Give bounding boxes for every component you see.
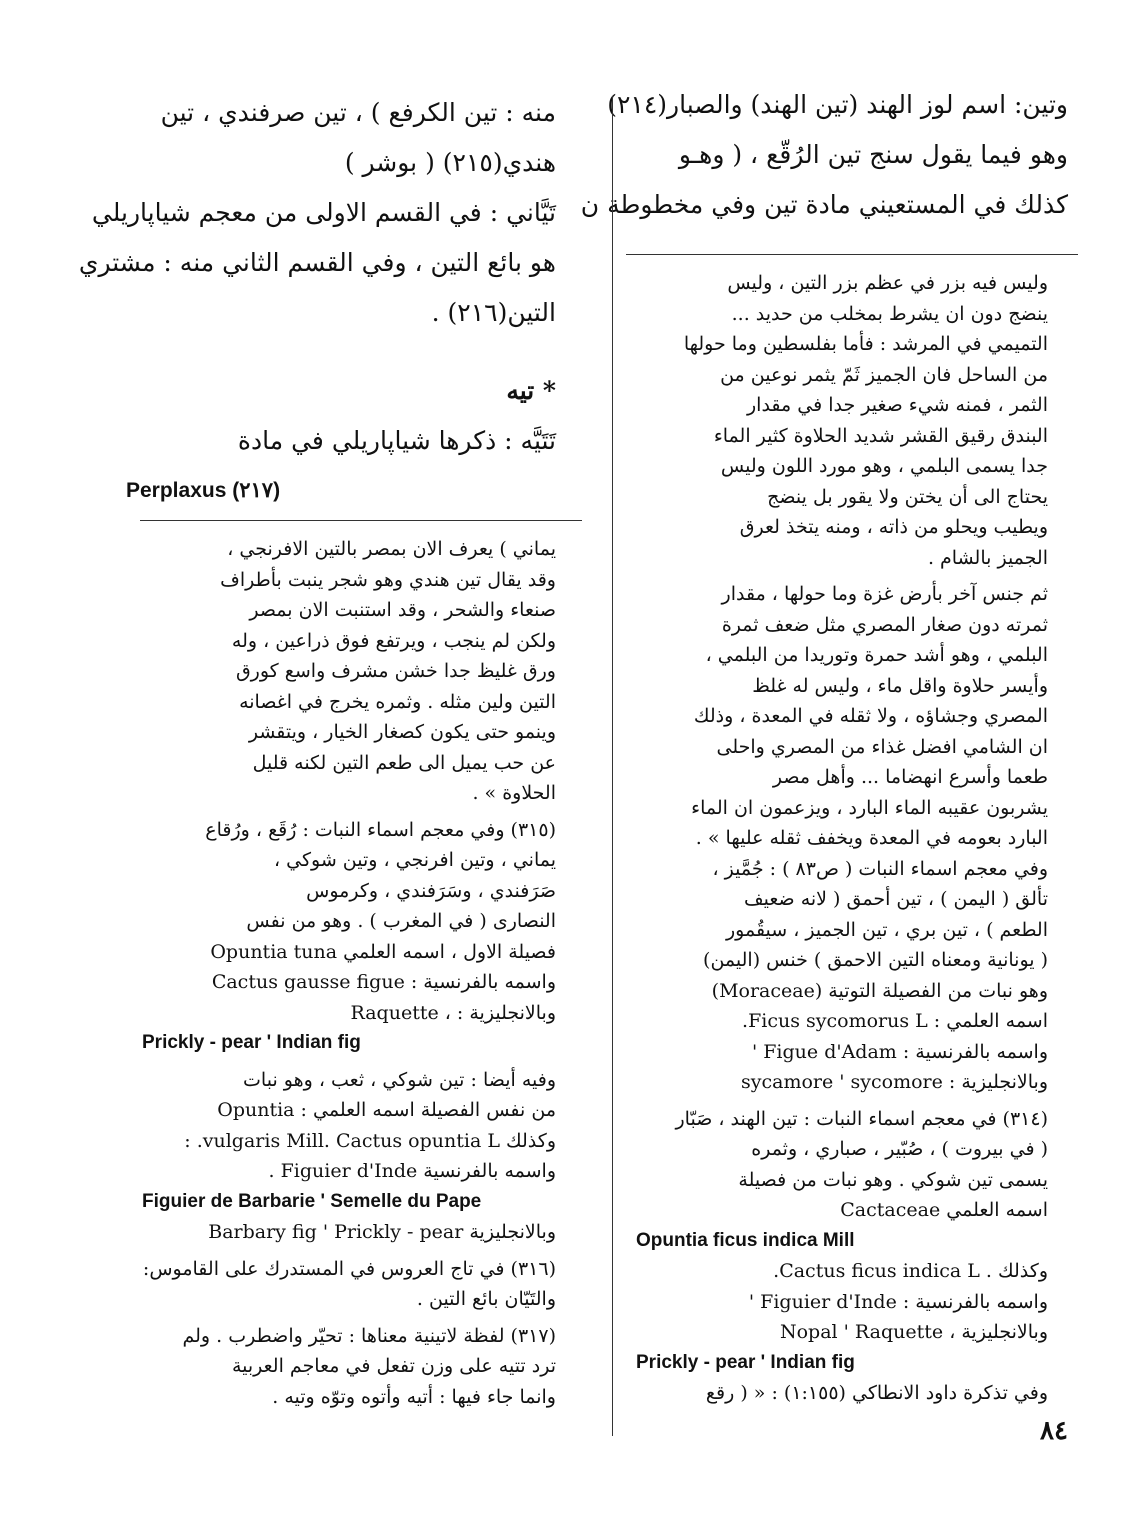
footnote-line: التميمي في المرشد : فأما بفلسطين وما حولها: [683, 333, 1048, 355]
footnote-line: (٣١٧) لفظة لاتينية معناها : تحيّر واضطرب . ولم: [182, 1324, 556, 1347]
column-separator: [612, 96, 613, 1436]
footnote-line: يشربون عقيبه الماء البارد ، ويزعمون ان الماء: [691, 796, 1048, 819]
footnote-line: من الساحل فان الجميز ثَمّ يثمر نوعين من: [720, 363, 1048, 386]
text-line: هو بائع التين ، وفي القسم الثاني منه : مشتري: [78, 248, 556, 277]
footnote-line: واسمه بالفرنسية : Figue d'Adam ': [751, 1040, 1048, 1063]
footnote-line: ( يونانية ومعناه التين الاحمق ) خنس (اليمن): [703, 949, 1048, 971]
footnote-line: وفي معجم اسماء النبات ( ص٨٣ ) : جُمَّيز ،: [712, 857, 1048, 880]
footnote-line: وكذلك . Cactus ficus indica L.: [773, 1260, 1048, 1282]
footnote-line: (٣١٦) في تاج العروس في المستدرك على القاموس:: [142, 1257, 556, 1280]
right-main-text: [580, 80, 1068, 230]
footnote-line: وفي تذكرة داود الانطاكي (١:١٥٥) : « ( رقع: [705, 1382, 1048, 1404]
footnote-divider-left: [140, 520, 582, 521]
footnote-line: واسمه بالفرنسية : Cactus gausse figue: [211, 971, 556, 993]
footnote-line: ان الشامي افضل غذاء من المصري واحلى: [716, 735, 1048, 758]
footnote-line: وبالانجليزية Barbary fig ' Prickly - pear: [208, 1221, 556, 1243]
right-footnotes: [636, 268, 1048, 1415]
footnote-line: وينمو حتى يكون كصغار الخيار ، ويتقشر: [248, 721, 556, 743]
text-line: كذلك في المستعيني مادة تين وفي مخطوطة ن: [580, 190, 1068, 219]
footnote-divider-right: [626, 254, 1078, 255]
footnote-line: الثمر ، فمنه شيء صغير جدا في مقدار: [746, 394, 1048, 416]
text-line: وتين: اسم لوز الهند (تين الهند) والصبار(٢١٤): [607, 90, 1068, 119]
footnote-line: الطعم ) ، تين بري ، تين الجميز ، سيقُمور: [725, 918, 1048, 941]
footnote-line: وأيسر حلاوة واقل ماء ، وليس له غلظ: [752, 674, 1048, 697]
text-line: هندي(٢١٥) ( بوشر ): [344, 148, 556, 177]
footnote-line: يماني ) يعرف الان بمصر بالتين الافرنجي ،: [227, 538, 556, 560]
entry-heading: * تيه: [506, 376, 556, 405]
footnote-line: يسمى تين شوكي . وهو نبات من فصيلة: [738, 1168, 1048, 1191]
text-line: تَيَّاني : في القسم الاولى من معجم شياپاريلي: [91, 198, 556, 227]
page-number: ٨٤: [1040, 1416, 1068, 1446]
footnote-line: ولكن لم ينجب ، ويرتفع فوق ذراعين ، وله: [231, 629, 556, 652]
footnote-line: طعما وأسرع انهضاما ... وأهل مصر: [772, 766, 1048, 788]
footnote-line: ويطيب ويحلو من ذاته ، ومنه يتخذ لعرق: [739, 516, 1048, 538]
footnote-line: Opuntia ficus indica Mill: [636, 1229, 855, 1251]
footnote-line: المصري وجشاؤه ، ولا ثقله في المعدة ، وذلك: [693, 705, 1048, 727]
footnote-line: وليس فيه بزر في عظم بزر التين ، وليس: [727, 272, 1048, 294]
footnote-line: تألق ( اليمن ) ، تين أحمق ( لانه ضعيف: [743, 888, 1048, 910]
left-footnotes: [142, 534, 556, 1418]
footnote-line: جدا يسمى البلمي ، وهو مورد اللون وليس: [720, 455, 1048, 477]
footnote-line: اسمه العلمي Cactaceae: [840, 1199, 1048, 1221]
footnote-line: صَرَفندي ، وسَرَفندي ، وكرموس: [306, 879, 556, 902]
text-line: وهو فيما يقول سنج تين الرُقّع ، ( وهـو: [678, 140, 1068, 169]
footnote-line: ( في بيروت ) ، صُبّير ، صباري ، وثمره: [751, 1138, 1048, 1160]
text-line: تَتَيَّه : ذكرها شياپاريلي في مادة: [237, 426, 556, 455]
footnote-line: (٣١٥) وفي معجم اسماء النبات : رُقَع ، ورُقاع: [205, 818, 556, 841]
footnote-line: البلمي ، وهو أشد حمرة وتوريدا من البلمي ،: [705, 644, 1048, 666]
text-line: Perplaxus (٢١٧): [126, 479, 281, 502]
footnote-line: وبالانجليزية ، Nopal ' Raquette: [779, 1321, 1048, 1343]
text-line: منه : تين الكرفع ) ، تين صرفندي ، تين: [160, 98, 556, 127]
footnote-line: ورق غليظ جدا خشن مشرف واسع كورق: [235, 660, 556, 682]
text-line: التين(٢١٦) .: [431, 298, 556, 327]
footnote-line: وفيه أيضا : تين شوكي ، ثعب ، وهو نبات: [243, 1068, 556, 1091]
footnote-line: وكذلك vulgaris Mill. Cactus opuntia L. :: [184, 1129, 556, 1152]
footnote-line: ترد تتيه على وزن تفعل في معاجم العربية: [231, 1355, 556, 1377]
footnote-line: عن حب يميل الى طعم التين لكنه قليل: [252, 751, 556, 774]
footnote-line: وهو نبات من الفصيلة التوتية (Moraceae): [711, 979, 1048, 1002]
footnote-line: البندق رقيق القشر شديد الحلاوة كثير الماء: [713, 424, 1048, 447]
footnote-line: ثم جنس آخر بأرض غزة وما حولها ، مقدار: [721, 583, 1048, 605]
footnote-line: النصارى ( في المغرب ) . وهو من نفس: [246, 910, 556, 932]
footnote-line: ينضج دون ان يشرط بمخلب من حديد ...: [731, 302, 1048, 325]
footnote-line: صنعاء والشحر ، وقد استنبت الان بمصر: [249, 599, 556, 621]
footnote-line: اسمه العلمي : Ficus sycomorus L.: [742, 1010, 1048, 1032]
footnote-line: البارد بعومه في المعدة ويخفف ثقله عليها » .: [695, 827, 1048, 849]
footnote-line: Prickly - pear ' Indian fig: [142, 1032, 361, 1053]
footnote-line: ثمرته دون صغار المصري مثل ضعف ثمرة: [721, 613, 1048, 636]
footnote-line: واسمه بالفرنسية Figuier d'Inde .: [268, 1160, 556, 1182]
footnote-line: Figuier de Barbarie ' Semelle du Pape: [142, 1190, 482, 1212]
footnote-line: وانما جاء فيها : أتيه وأتوه وتوّه وتيه .: [272, 1385, 556, 1408]
footnote-line: وبالانجليزية : ، Raquette: [350, 1001, 556, 1024]
footnote-line: يحتاج الى أن يختن ولا يقور بل ينضج: [767, 485, 1048, 508]
footnote-line: والتَيّان بائع التين .: [416, 1288, 556, 1310]
footnote-line: Prickly - pear ' Indian fig: [636, 1351, 855, 1373]
footnote-line: التين ولين مثله . وثمره يخرج في اغصانه: [239, 690, 556, 713]
left-main-text: [78, 88, 556, 516]
footnote-line: الجميز بالشام .: [927, 546, 1048, 569]
footnote-line: من نفس الفصيلة اسمه العلمي : Opuntia: [217, 1099, 556, 1121]
footnote-line: (٣١٤) في معجم اسماء النبات : تين الهند ، صَبّار: [675, 1107, 1048, 1130]
footnote-line: يماني ، وتين افرنجي ، وتين شوكي ،: [273, 849, 556, 871]
footnote-line: وقد يقال تين هندي وهو شجر ينبت بأطراف: [220, 568, 556, 591]
footnote-line: وبالانجليزية : sycamore ' sycomore: [741, 1071, 1048, 1093]
footnote-line: واسمه بالفرنسية : Figuier d'Inde ': [748, 1290, 1048, 1313]
footnote-line: فصيلة الاول ، اسمه العلمي Opuntia tuna: [210, 940, 556, 963]
footnote-line: الحلاوة » .: [472, 782, 556, 804]
